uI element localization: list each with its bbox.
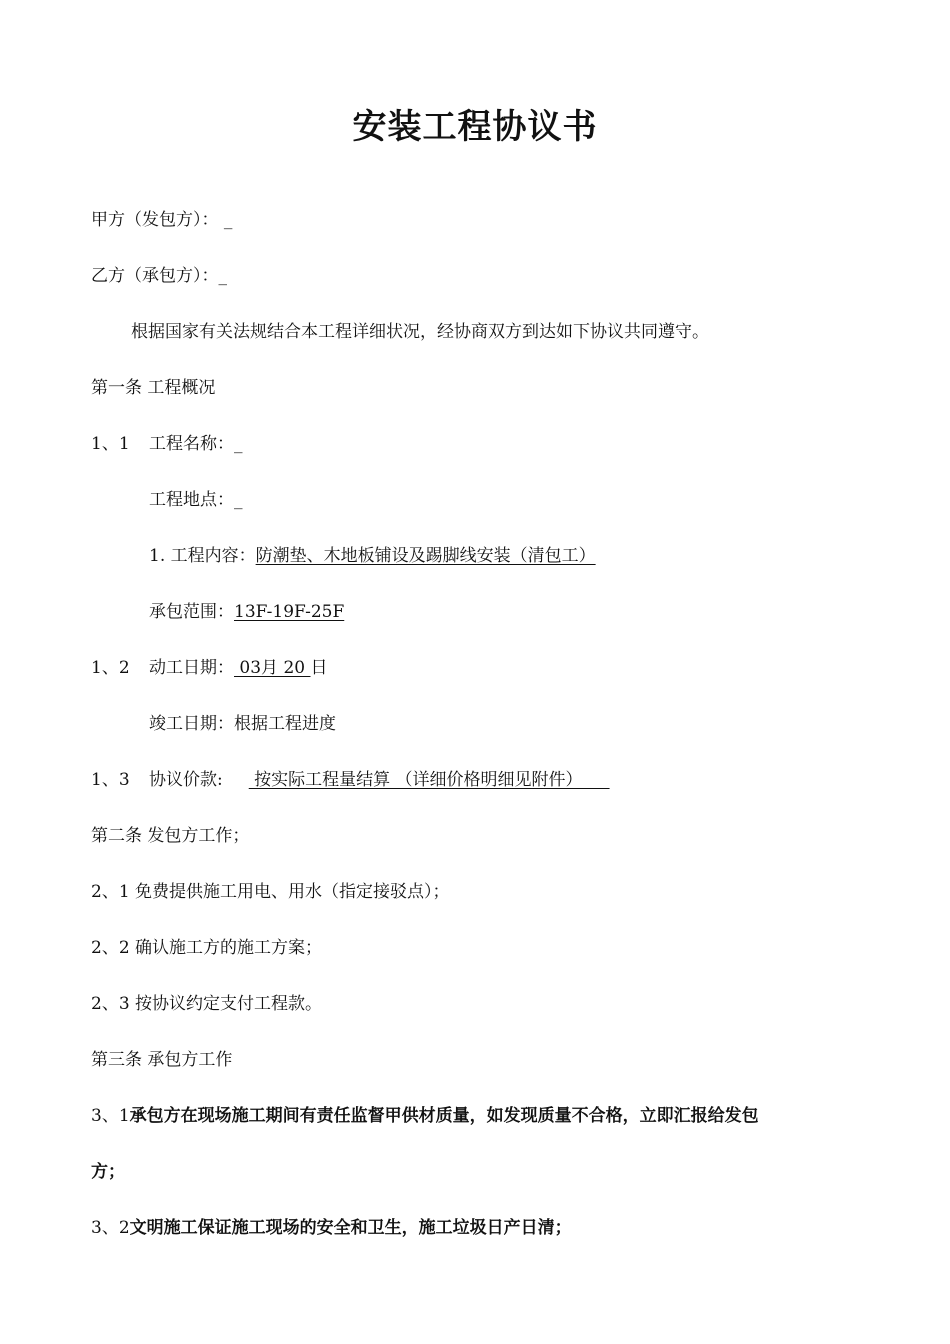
item-number: 1、1 — [91, 434, 130, 454]
item-3-2-line — [91, 1215, 572, 1241]
article-2-item: 2、3 按协议约定支付工程款。 — [91, 994, 323, 1014]
content-value: 防潮垫、木地板铺设及踢脚线安装（清包工） — [255, 546, 596, 566]
start-date-label: 动工日期： — [149, 658, 234, 678]
item-1-1-line — [91, 431, 243, 457]
content-prefix: 1. 工程内容： — [149, 546, 256, 566]
item-number: 3、1 — [91, 1106, 130, 1126]
scope-value: 13F-19F-25F — [234, 602, 345, 622]
project-name-label: 工程名称：_ — [149, 434, 243, 454]
item-number: 1、2 — [91, 658, 130, 678]
item-3-1-continuation: 方； — [91, 1162, 125, 1182]
article-2-heading: 第二条 发包方工作； — [91, 826, 250, 846]
item-number: 3、2 — [91, 1218, 130, 1238]
item-1-2-line — [91, 655, 327, 681]
article-3-heading: 第三条 承包方工作 — [91, 1050, 233, 1070]
start-date-suffix: 日 — [310, 658, 328, 678]
party-a-line: 甲方（发包方）： _ — [91, 210, 233, 230]
document-title: 安装工程协议书 — [352, 107, 598, 147]
finish-date-line: 竣工日期：根据工程进度 — [149, 714, 336, 734]
project-content-line — [149, 543, 596, 569]
project-site-line: 工程地点：_ — [149, 490, 243, 510]
start-date-value: 03月 20 — [234, 658, 311, 678]
price-label: 协议价款: — [149, 770, 223, 790]
item-3-1-line — [91, 1103, 759, 1129]
scope-label: 承包范围： — [149, 602, 234, 622]
article-2-item: 2、2 确认施工方的施工方案； — [91, 938, 323, 958]
preamble-paragraph: 根据国家有关法规结合本工程详细状况，经协商双方到达如下协议共同遵守。 — [131, 322, 709, 342]
price-value: 按实际工程量结算 （详细价格明细见附件） — [248, 770, 610, 790]
article-1-heading: 第一条 工程概况 — [91, 378, 216, 398]
article-2-item: 2、1 免费提供施工用电、用水（指定接驳点）； — [91, 882, 450, 902]
item-3-2-text: 文明施工保证施工现场的安全和卫生，施工垃圾日产日清； — [129, 1218, 572, 1238]
item-1-3-line — [91, 767, 610, 793]
party-b-line: 乙方（承包方）：_ — [91, 266, 227, 286]
item-3-1-text: 承包方在现场施工期间有责任监督甲供材质量，如发现质量不合格，立即汇报给发包 — [129, 1106, 759, 1126]
item-number: 1、3 — [91, 770, 130, 790]
scope-line — [149, 599, 344, 625]
